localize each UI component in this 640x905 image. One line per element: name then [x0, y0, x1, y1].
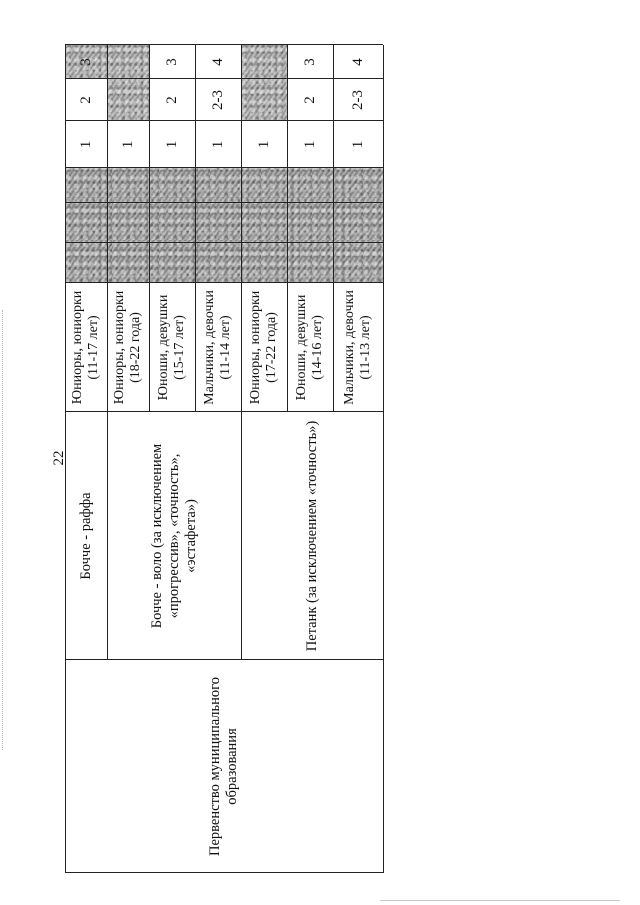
grid-line-vertical — [65, 242, 383, 243]
sports-ranks-table — [65, 45, 383, 873]
rank-value: 2-3 — [349, 90, 366, 110]
shaded-empty-cell — [65, 168, 107, 203]
rank-cell-c2 — [241, 79, 287, 121]
rank-cell-c2 — [195, 79, 241, 121]
age-category-cell — [65, 283, 107, 412]
shaded-empty-cell — [107, 203, 149, 243]
shaded-empty-cell — [241, 168, 287, 203]
grid-line-vertical — [65, 659, 383, 660]
rank-value: 1 — [163, 140, 180, 149]
shaded-empty-cell — [287, 243, 333, 283]
grid-line-vertical — [65, 411, 383, 412]
rank-cell-c1 — [195, 121, 241, 168]
rank-cell-c3 — [149, 45, 195, 79]
shaded-empty-cell — [65, 243, 107, 283]
grid-line-vertical — [65, 167, 383, 168]
rank-cell-c1 — [287, 121, 333, 168]
age-category: Юниоры, юниорки (11-17 лет) — [70, 290, 101, 405]
age-category: Мальчики, девочки (11-14 лет) — [202, 290, 233, 405]
shaded-empty-cell — [195, 203, 241, 243]
shaded-empty-cell — [241, 203, 287, 243]
grid-line-horizontal — [195, 45, 196, 412]
grid-line-horizontal — [107, 45, 108, 660]
shaded-empty-cell — [287, 168, 333, 203]
age-category-cell — [149, 283, 195, 412]
discipline-volo-cell — [107, 412, 241, 660]
rank-cell-c1 — [149, 121, 195, 168]
grid-line-horizontal — [241, 45, 242, 660]
shaded-empty-cell — [107, 168, 149, 203]
discipline-petanque-cell — [241, 412, 383, 660]
age-category-cell — [333, 283, 383, 412]
age-category: Мальчики, девочки (11-13 лет) — [342, 290, 373, 405]
shaded-empty-cell — [333, 168, 383, 203]
grid-line-vertical — [65, 78, 383, 79]
shaded-empty-cell — [195, 243, 241, 283]
rank-cell-c2 — [149, 79, 195, 121]
rank-value: 1 — [349, 140, 366, 149]
scan-edge-artifact — [2, 310, 4, 750]
scan-bottom-artifact — [380, 900, 620, 902]
grid-line-horizontal — [383, 45, 384, 873]
rank-cell-c2 — [333, 79, 383, 121]
rotated-table-wrapper — [65, 45, 383, 873]
rank-cell-c1 — [107, 121, 149, 168]
age-category: Юниоры, юниорки (17-22 года) — [248, 290, 279, 405]
shaded-empty-cell — [241, 243, 287, 283]
rank-cell-c2 — [287, 79, 333, 121]
shaded-empty-cell — [149, 168, 195, 203]
grid-line-horizontal — [65, 45, 66, 873]
age-category: Юноши, девушки (15-17 лет) — [156, 294, 187, 401]
rank-cell-c3 — [107, 45, 149, 79]
group-label: Первенство муниципального образования — [207, 677, 240, 856]
rank-cell-c1 — [241, 121, 287, 168]
rank-cell-c1 — [333, 121, 383, 168]
rank-value: 2-3 — [209, 90, 226, 110]
grid-line-vertical — [65, 120, 383, 121]
shaded-empty-cell — [149, 243, 195, 283]
shaded-empty-cell — [65, 203, 107, 243]
rank-cell-c3 — [333, 45, 383, 79]
rank-cell-c3 — [287, 45, 333, 79]
rank-value: 4 — [209, 58, 226, 66]
page-number: 22 — [51, 450, 67, 466]
rank-value: 1 — [119, 140, 136, 149]
rank-cell-c2 — [65, 79, 107, 121]
grid-line-vertical — [65, 282, 383, 283]
grid-line-vertical — [65, 872, 383, 873]
rank-value: 3 — [301, 58, 318, 66]
shaded-empty-cell — [333, 203, 383, 243]
age-category: Юниоры, юниорки (18-22 года) — [112, 290, 143, 405]
age-category-cell — [287, 283, 333, 412]
shaded-empty-cell — [287, 203, 333, 243]
grid-line-horizontal — [333, 45, 334, 412]
grid-line-vertical — [65, 202, 383, 203]
rank-cell-c3 — [195, 45, 241, 79]
discipline-raffa-cell — [65, 412, 107, 660]
rank-cell-c3 — [65, 45, 107, 79]
grid-line-horizontal — [149, 45, 150, 412]
rank-value: 4 — [349, 58, 366, 66]
discipline-petanque: Петанк (за исключением «точность») — [303, 420, 320, 652]
rank-value: 1 — [77, 140, 94, 149]
rank-value: 3 — [77, 58, 94, 66]
shaded-empty-cell — [149, 203, 195, 243]
shaded-empty-cell — [195, 168, 241, 203]
discipline-volo: Бочче - воло (за исключением «прогрессив», «точность», «эстафета») — [148, 443, 199, 629]
grid-line-horizontal — [287, 45, 288, 412]
rank-value: 2 — [301, 96, 318, 104]
rank-value: 1 — [255, 140, 272, 149]
discipline-raffa: Бочче - раффа — [77, 492, 94, 580]
grid-line-vertical — [65, 44, 383, 45]
group-label-cell — [65, 660, 383, 873]
rank-value: 3 — [163, 58, 180, 66]
rank-value: 1 — [301, 140, 318, 149]
age-category-cell — [241, 283, 287, 412]
rank-cell-c3 — [241, 45, 287, 79]
rank-value: 1 — [209, 140, 226, 149]
rank-cell-c2 — [107, 79, 149, 121]
rank-cell-c1 — [65, 121, 107, 168]
shaded-empty-cell — [107, 243, 149, 283]
rank-value: 2 — [163, 96, 180, 104]
age-category: Юноши, девушки (14-16 лет) — [294, 294, 325, 401]
age-category-cell — [195, 283, 241, 412]
rank-value: 2 — [77, 96, 94, 104]
shaded-empty-cell — [333, 243, 383, 283]
age-category-cell — [107, 283, 149, 412]
